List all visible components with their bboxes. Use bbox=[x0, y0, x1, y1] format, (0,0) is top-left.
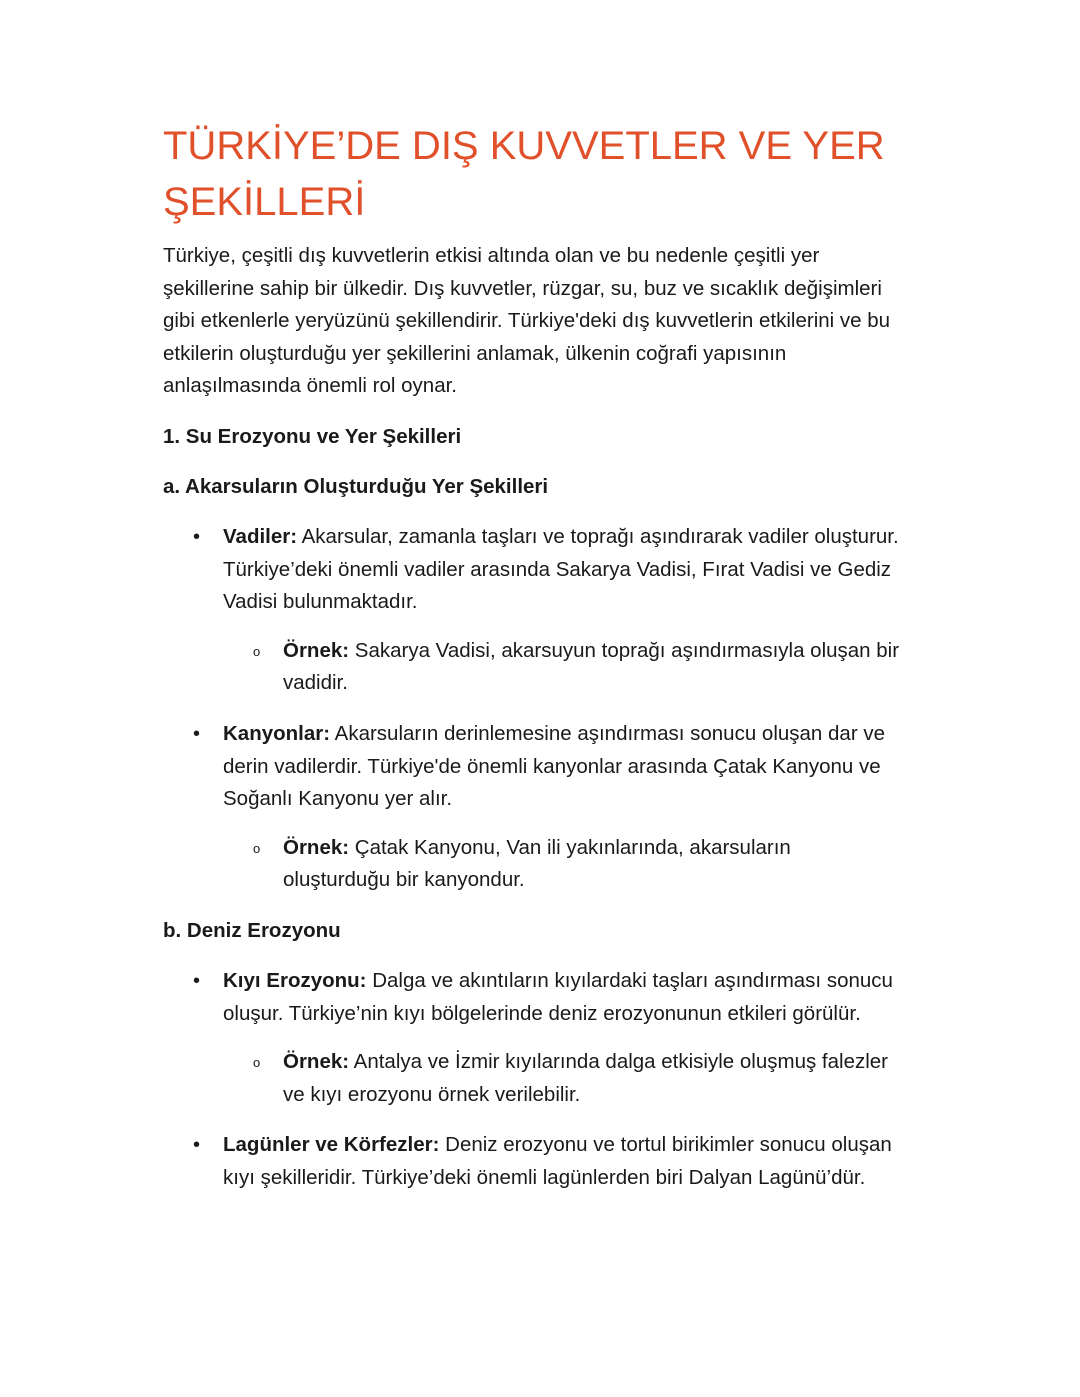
item-text: Akarsular, zamanla taşları ve toprağı aşındırarak vadiler oluşturur. Türkiye’deki önemli vadiler arasında Sakarya Vadisi, Fırat Vadisi ve Gediz Vadisi bulunmaktadır. bbox=[223, 524, 899, 614]
item-text: Deniz erozyonu ve tortul birikimler sonucu oluşan kıyı şekilleridir. Türkiye’deki önemli lagünlerden biri Dalyan Lagünü’dür. bbox=[223, 1133, 892, 1189]
list-item-kanyonlar bbox=[163, 718, 903, 897]
bullet-icon: • bbox=[193, 1134, 201, 1157]
subsection-heading-a: a. Akarsuların Oluşturduğu Yer Şekilleri bbox=[163, 474, 549, 498]
example-item bbox=[223, 832, 903, 897]
example-item bbox=[223, 1046, 903, 1111]
example-text: Sakarya Vadisi, akarsuyun toprağı aşındırmasıyla oluşan bir vadidir. bbox=[283, 638, 900, 695]
item-text: Akarsuların derinlemesine aşındırması sonucu oluşan dar ve derin vadilerdir. Türkiye'de önemli kanyonlar arasında Çatak Kanyonu ve Soğanlı Kanyonu yer alır. bbox=[223, 721, 886, 811]
document-title: TÜRKİYE’DE DIŞ KUVVETLER VE YER ŞEKİLLERİ bbox=[163, 124, 885, 224]
term-label: Lagünler ve Körfezler: bbox=[223, 1133, 440, 1157]
term-label: Kıyı Erozyonu: bbox=[223, 968, 367, 992]
example-label: Örnek: bbox=[283, 638, 350, 662]
bullet-icon: • bbox=[193, 722, 201, 745]
example-list bbox=[223, 832, 903, 897]
example-label: Örnek: bbox=[283, 835, 350, 859]
term-label: Vadiler: bbox=[223, 524, 298, 548]
example-text: Çatak Kanyonu, Van ili yakınlarında, akarsuların oluşturduğu bir kanyondur. bbox=[283, 835, 791, 892]
example-list bbox=[223, 635, 903, 700]
circle-bullet-icon: o bbox=[253, 643, 261, 659]
term-label: Kanyonlar: bbox=[223, 721, 331, 745]
list-item-lagunler bbox=[163, 1129, 903, 1194]
akarsu-list bbox=[163, 521, 903, 897]
section-heading-1: 1. Su Erozyonu ve Yer Şekilleri bbox=[163, 424, 462, 448]
item-text: Dalga ve akıntıların kıyılardaki taşları aşındırması sonucu oluşur. Türkiye’nin kıyı bölgelerinde deniz erozyonunun etkileri görülür. bbox=[223, 968, 893, 1025]
list-item-kiyi-erozyonu bbox=[163, 965, 903, 1111]
example-item bbox=[223, 635, 903, 700]
bullet-icon: • bbox=[193, 969, 201, 992]
deniz-list bbox=[163, 965, 903, 1195]
circle-bullet-icon: o bbox=[253, 1055, 261, 1071]
example-text: Antalya ve İzmir kıyılarında dalga etkisiyle oluşmuş falezler ve kıyı erozyonu örnek verilebilir. bbox=[283, 1050, 889, 1106]
bullet-icon: • bbox=[193, 525, 201, 548]
example-label: Örnek: bbox=[283, 1050, 350, 1074]
document-page bbox=[163, 118, 903, 1212]
subsection-heading-b: b. Deniz Erozyonu bbox=[163, 918, 341, 942]
list-item-vadiler bbox=[163, 521, 903, 700]
example-list bbox=[223, 1046, 903, 1111]
intro-paragraph: Türkiye, çeşitli dış kuvvetlerin etkisi altında olan ve bu nedenle çeşitli yer şekillerine sahip bir ülkedir. Dış kuvvetler, rüzgar, su, buz ve sıcaklık değişimleri gibi etkenlerle yeryüzünü şekillendirir. Türkiye'deki dış kuvvetlerin etkilerini ve bu etkilerin oluşturduğu yer şekillerini anlamak, ülkenin coğrafi yapısının anlaşılmasında önemli rol oynar. bbox=[163, 244, 891, 398]
circle-bullet-icon: o bbox=[253, 840, 261, 856]
